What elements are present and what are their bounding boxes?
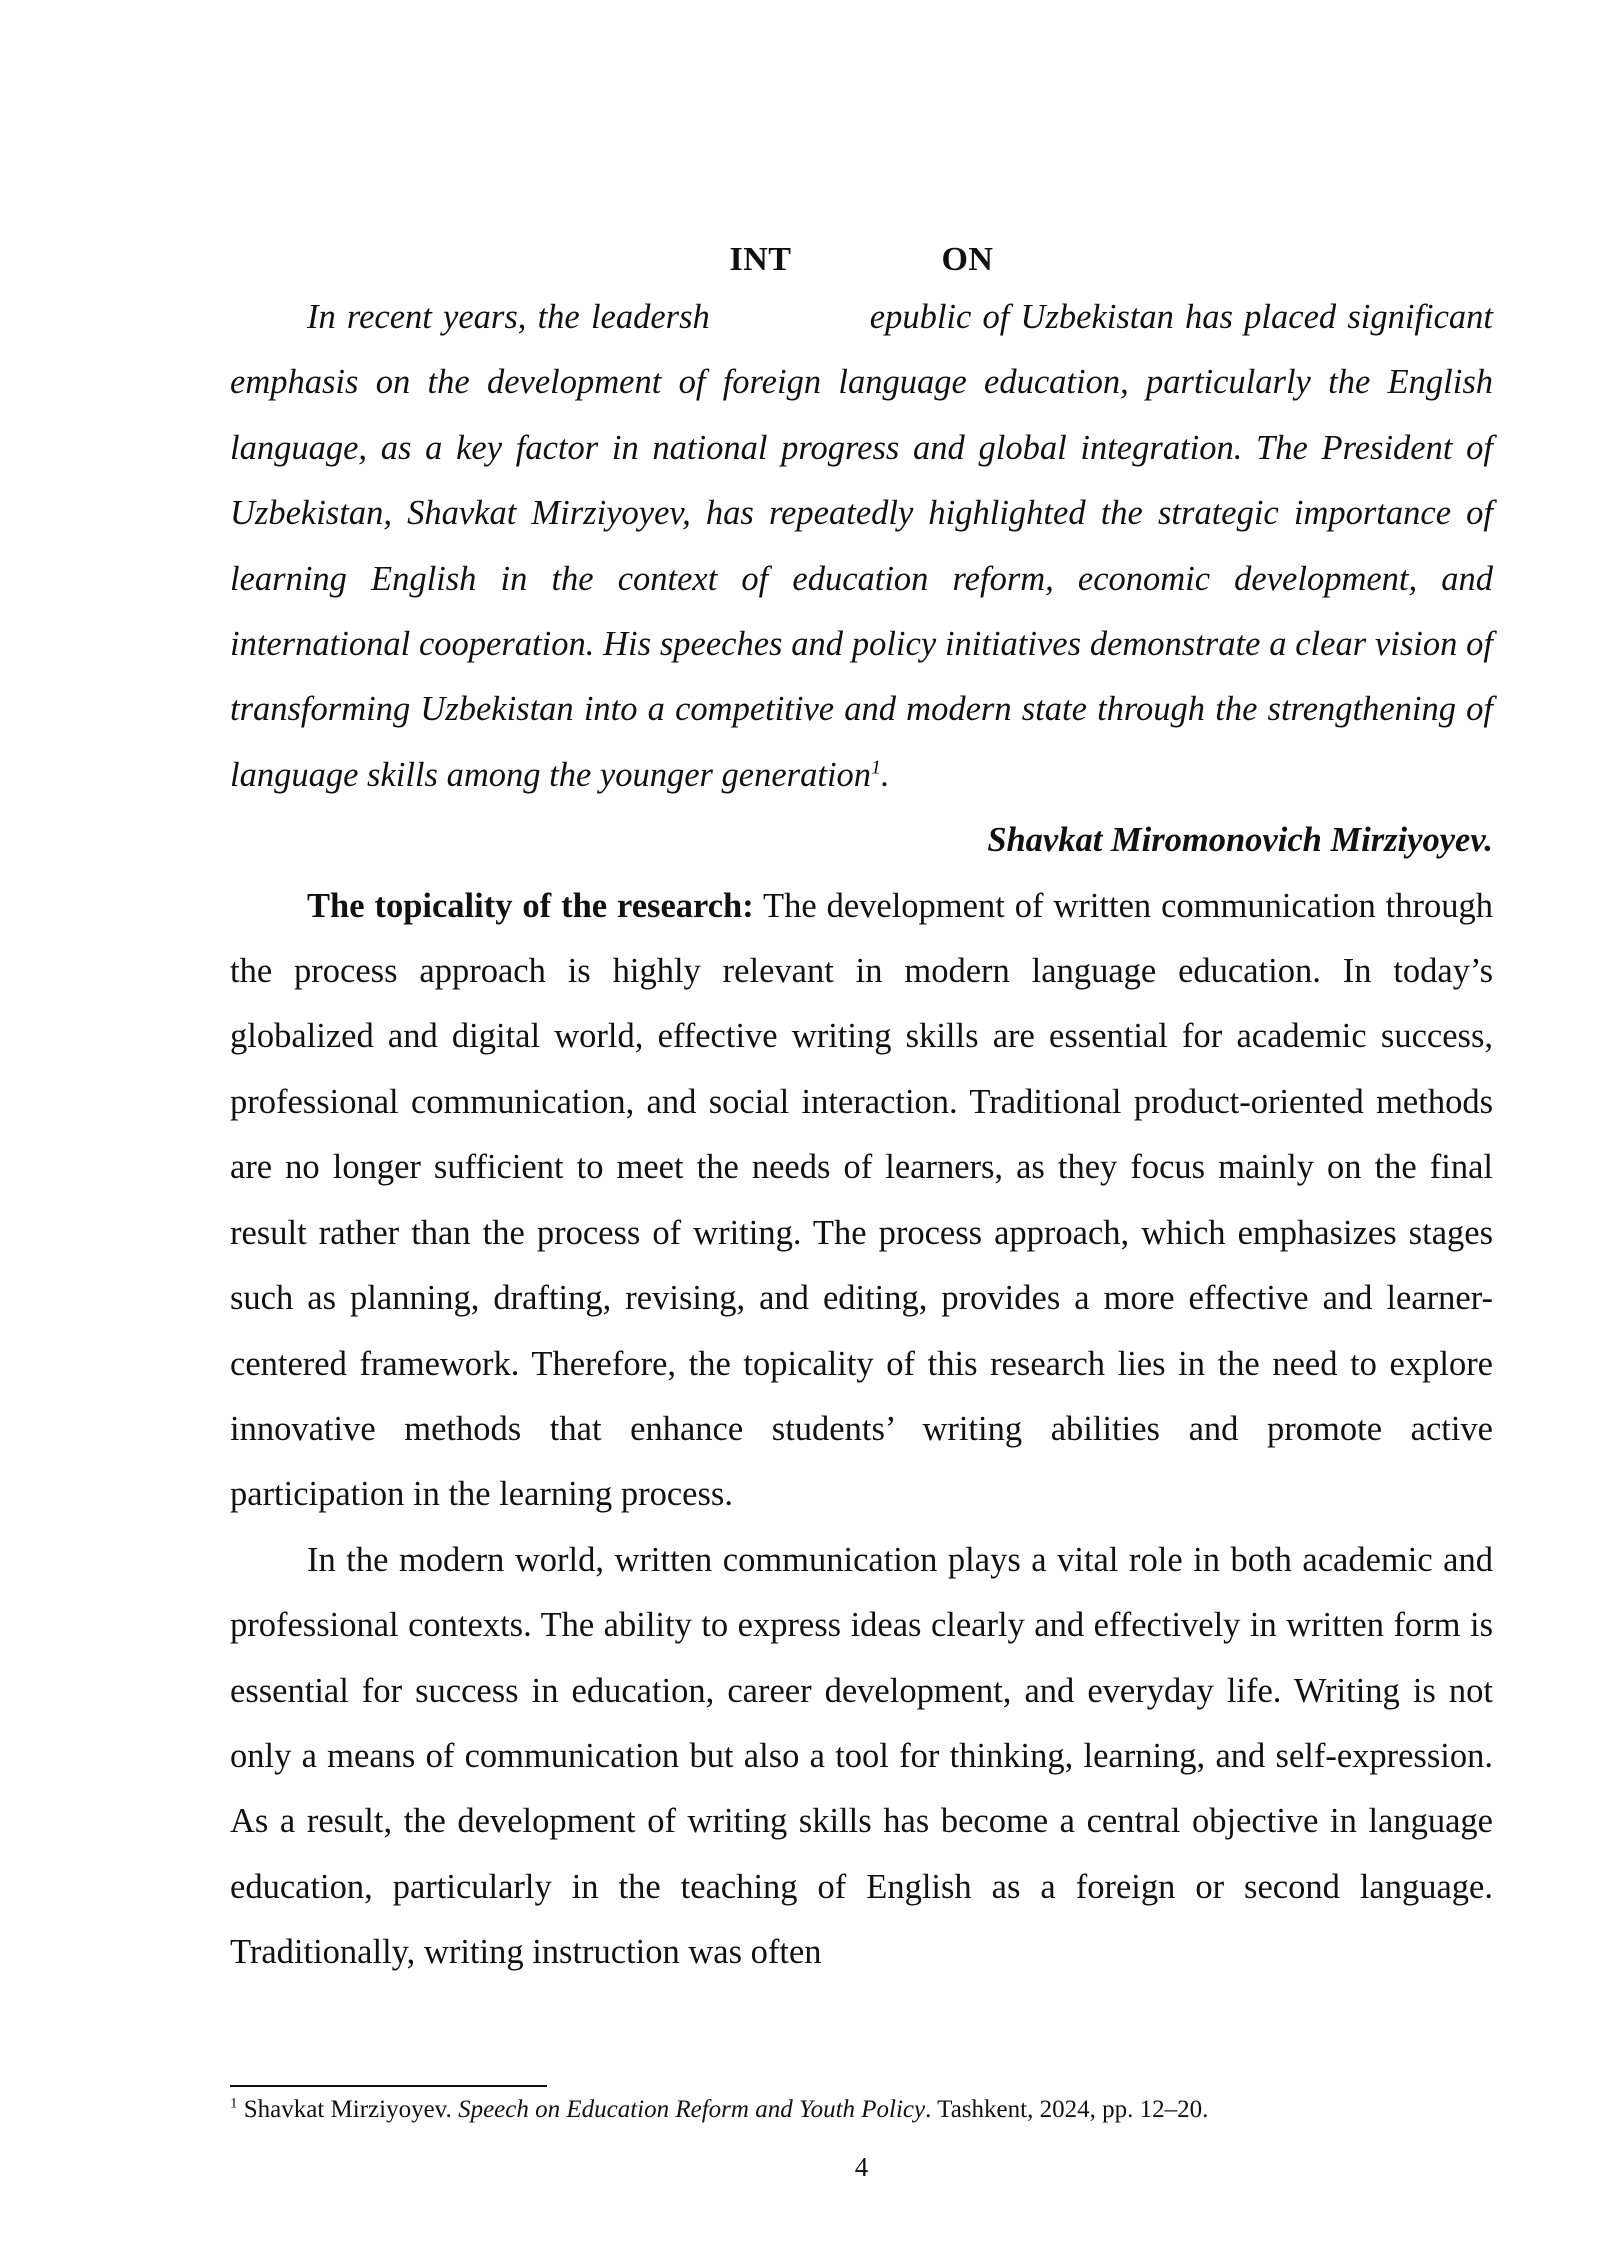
intro-text-end: . [881, 755, 890, 794]
intro-text-start: In recent years, the leadersh [307, 298, 710, 336]
topicality-text: The development of written communication through the process approach is highly relevant in modern language education. In today’s globalized and digital world, effective writing skills are essential for academic success, professional communication, and social interaction. Traditional product-oriented methods are no longer sufficient to meet the needs of learners, as they focus mainly on the final result rather than the process of writing. The process approach, which emphasizes stages such as planning, drafting, revising, and editing, provides a more effective and learner-centered framework. Therefore, the topicality of this research lies in the need to explore innovative methods that enhance students’ writing abilities and promote active participation in the learning process. [230, 886, 1493, 1514]
footnote [230, 2093, 1493, 2127]
footnote-number: 1 [230, 2095, 238, 2112]
footnote-author: Shavkat Mirziyoyev. [237, 2096, 459, 2123]
page-number: 4 [854, 2152, 869, 2182]
intro-block [230, 285, 1493, 808]
heading-right-fragment: ON [941, 241, 994, 278]
intro-text-rest: epublic of Uzbekistan has placed significant emphasis on the development of foreign language education, particularly the English language, as a key factor in national progress and global integration. The President of Uzbekistan, Shavkat Mirziyoyev, has repeatedly highlighted the strategic importance of learning English in the context of education reform, economic development, and international cooperation. His speeches and policy initiatives demonstrate a clear vision of transforming Uzbekistan into a competitive and modern state through the strengthening of language skills among the younger generation [230, 298, 1493, 794]
chapter-heading [230, 240, 1493, 280]
footnote-separator [230, 2085, 547, 2087]
footnote-reference: 1 [871, 756, 882, 779]
modern-world-paragraph: In the modern world, written communication plays a vital role in both academic and professional contexts. The ability to express ideas clearly and effectively in written form is essential for success in education, career development, and everyday life. Writing is not only a means of communication but also a tool for thinking, learning, and self-expression. As a result, the development of writing skills has become a central objective in language education, particularly in the teaching of English as a foreign or second language. Traditionally, writing instruction was often [230, 1540, 1493, 1972]
signature: Shavkat Miromonovich Mirziyoyev. [987, 821, 1493, 860]
document-page [230, 240, 1493, 1986]
topicality-paragraph [230, 874, 1493, 1528]
footnote-title: Speech on Education Reform and Youth Policy [458, 2096, 926, 2123]
heading-left-fragment: INT [729, 241, 792, 278]
intro-paragraph [230, 285, 1493, 808]
footnote-details: . Tashkent, 2024, pp. 12–20. [925, 2096, 1209, 2123]
topicality-lead: The topicality of the research: [307, 886, 754, 925]
